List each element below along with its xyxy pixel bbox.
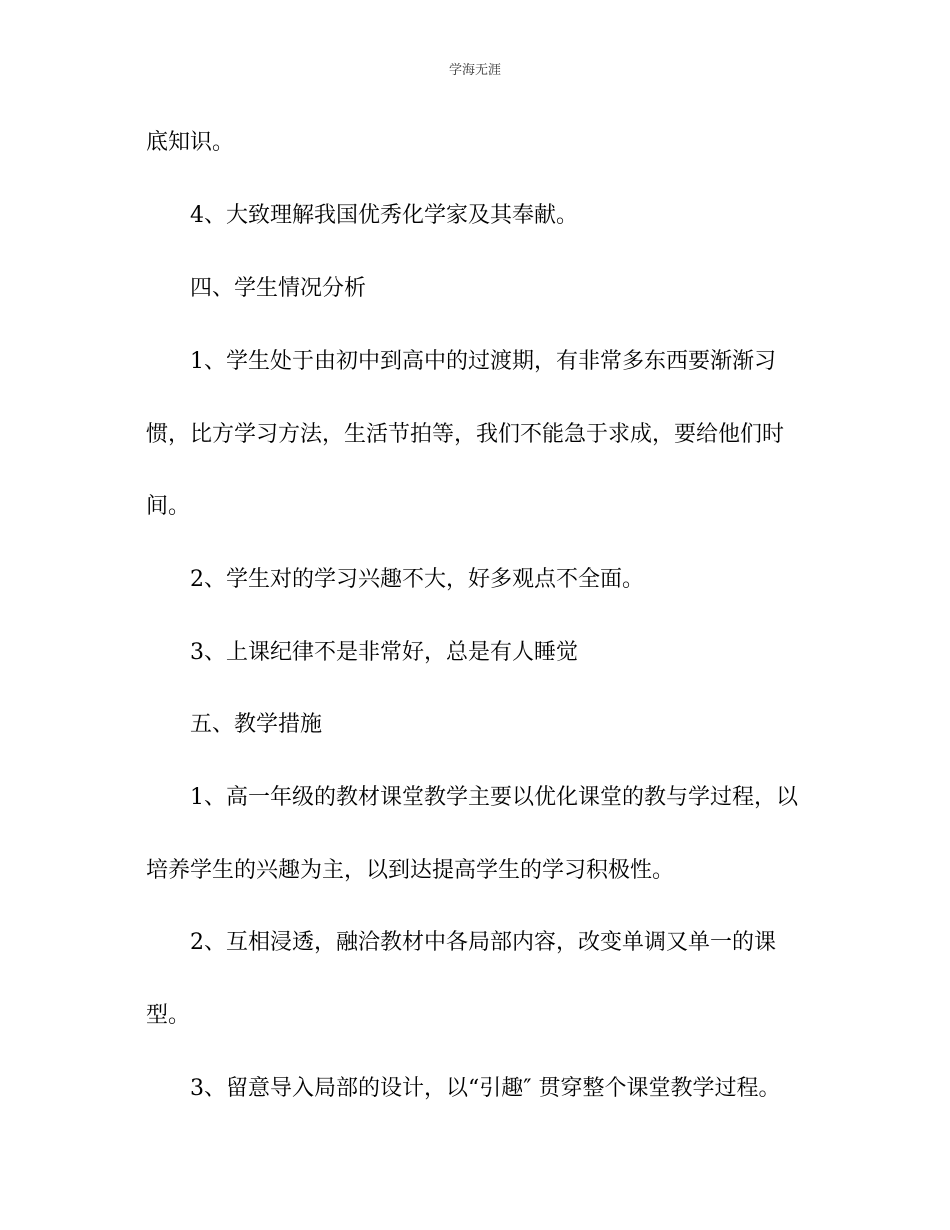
text-line: 1、高一年级的教材课堂教学主要以优化课堂的教与学过程，以 bbox=[190, 785, 798, 810]
text-line: 间。 bbox=[146, 494, 191, 519]
text-line: 培养学生的兴趣为主，以到达提高学生的学习积极性。 bbox=[146, 858, 675, 883]
page-header: 学海无涯 bbox=[448, 63, 501, 78]
text-line: 2、学生对的学习兴趣不大，好多观点不全面。 bbox=[190, 567, 644, 592]
text-line: 1、学生处于由初中到高中的过渡期，有非常多东西要渐渐习 bbox=[190, 349, 776, 374]
text-line: 型。 bbox=[146, 1003, 191, 1028]
text-line: 3、留意导入局部的设计，以“引趣″ 贯穿整个课堂教学过程。 bbox=[190, 1076, 781, 1101]
text-line: 惯，比方学习方法，生活节拍等，我们不能急于求成，要给他们时 bbox=[146, 422, 785, 447]
section-heading: 五、教学措施 bbox=[190, 712, 323, 737]
text-line: 3、上课纪律不是非常好，总是有人睡觉 bbox=[190, 640, 578, 665]
text-line: 4、大致理解我国优秀化学家及其奉献。 bbox=[190, 203, 578, 228]
text-line: 底知识。 bbox=[146, 130, 235, 155]
text-line: 2、互相浸透，融洽教材中各局部内容，改变单调又单一的课 bbox=[190, 930, 776, 955]
section-heading: 四、学生情况分析 bbox=[190, 276, 367, 301]
